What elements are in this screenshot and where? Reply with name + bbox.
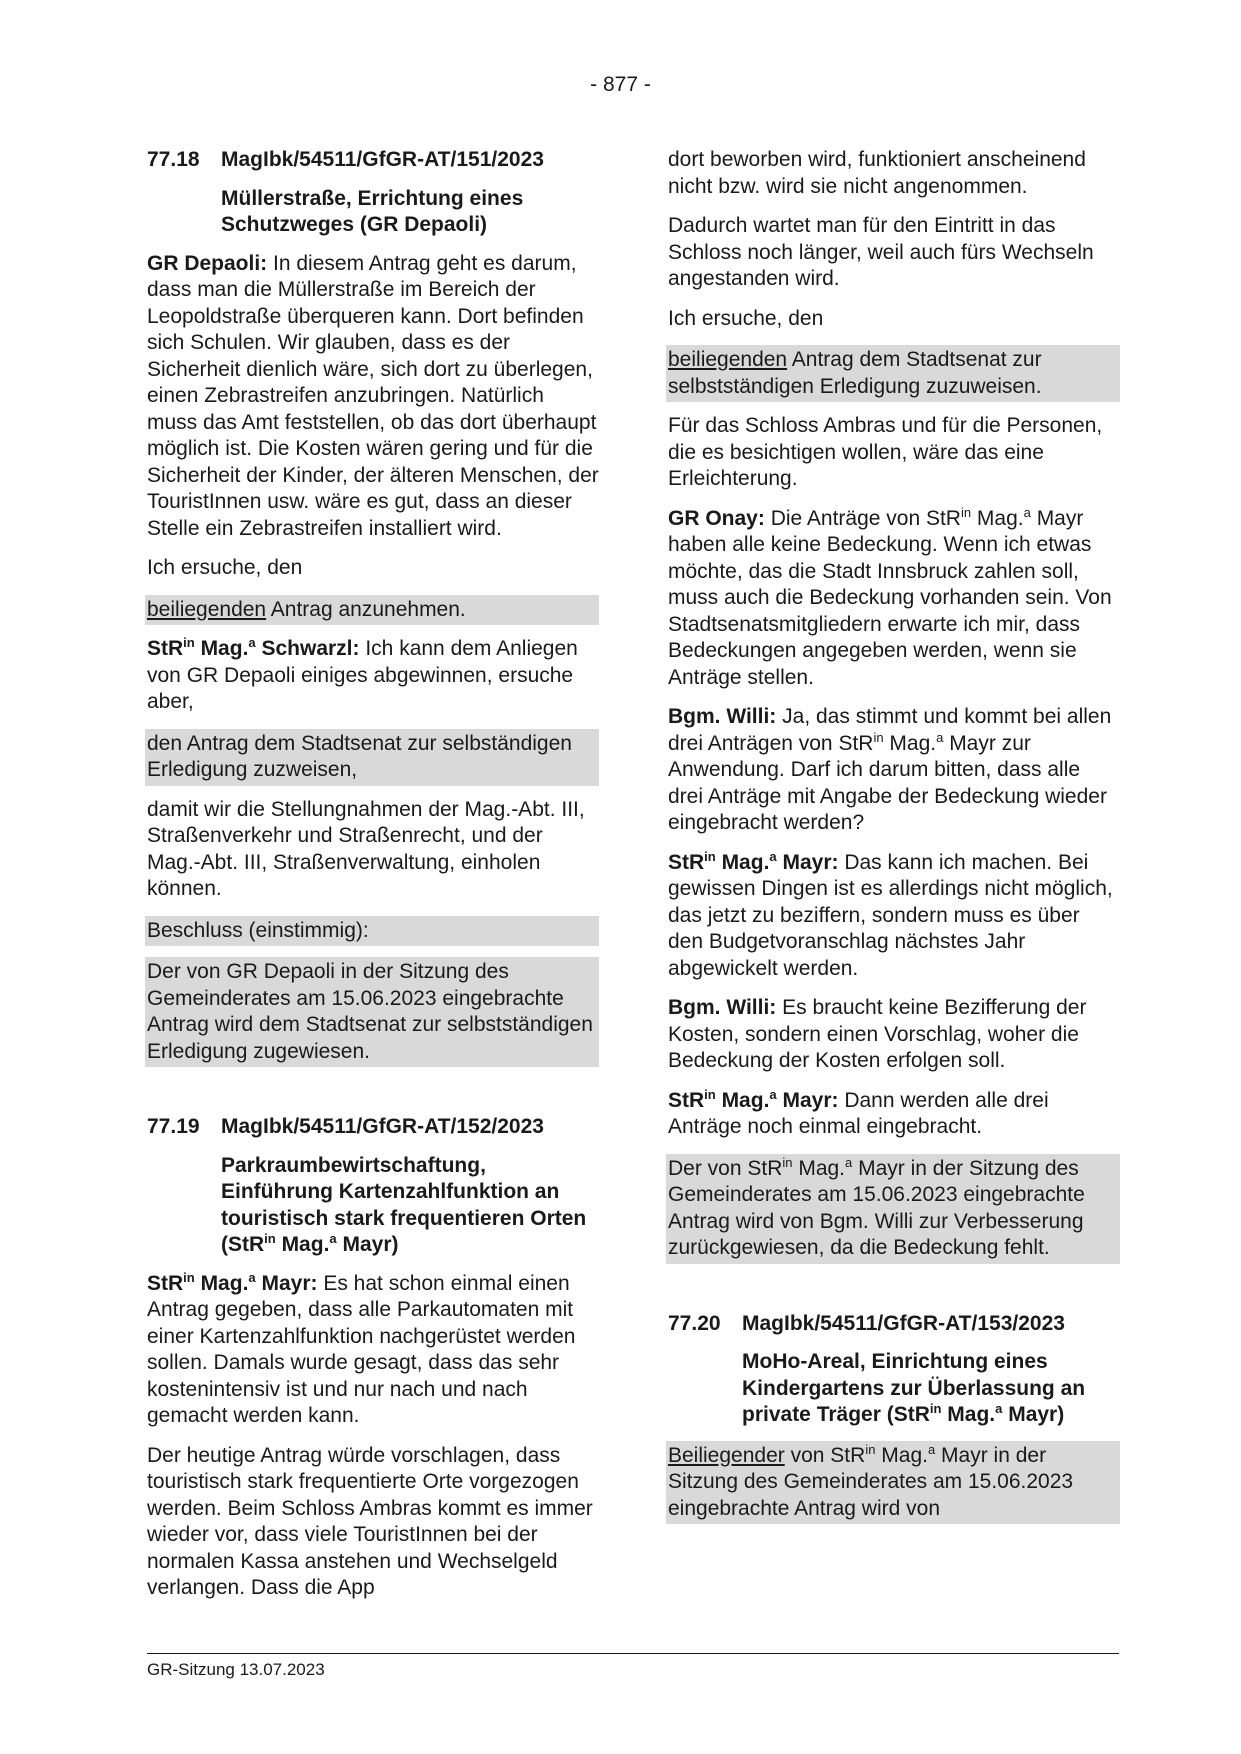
- speaker-name: [147, 1269, 318, 1295]
- superscript: in: [782, 1154, 793, 1170]
- speech-text: In diesem Antrag geht es darum, dass man die Müllerstraße im Bereich der Leopoldstraße überqueren kann. Dort befinden sich Schulen. Wir glauben, dass es der Sicherheit dienlich wäre, sich dort zu überlegen, einen Zebrastreifen anzubringen. Natürlich muss das Amt feststellen, ob das dort überhaupt möglich ist. Die Kosten wären gering und für die Sicherheit der Kinder, der älteren Menschen, der TouristInnen usw. wäre es gut, dass an dieser Stelle ein Zebrastreifen installiert wird.: [147, 251, 599, 540]
- subject-text: Parkraumbewirtschaftung, Einführung Kartenzahlfunktion an touristisch stark frequentieren Orten (StR: [221, 1153, 587, 1256]
- superscript: a: [769, 848, 777, 864]
- superscript: in: [929, 1401, 942, 1416]
- resolution-text: Mayr in der Sitzung des Gemeinderates am 15.06.2023 eingebrachte Antrag wird von Bgm. Willi zur Verbesserung zurückgewiesen, da die Bedeckung fehlt.: [668, 1156, 1085, 1259]
- speaker-title: Mag.: [194, 1271, 249, 1295]
- resolution-text: Mag.: [792, 1156, 846, 1180]
- left-column: [147, 147, 599, 1615]
- superscript: a: [329, 1231, 337, 1246]
- speaker-name: GR Depaoli:: [147, 251, 268, 275]
- section-gap: [147, 1078, 599, 1114]
- superscript: in: [264, 1231, 276, 1246]
- speaker-surname: Mayr:: [776, 1088, 839, 1112]
- speaker-surname: Mayr:: [255, 1271, 318, 1295]
- motion-text: Antrag dem Stadtsenat zur selbstständigen Erledigung zuzuweisen.: [668, 348, 1042, 398]
- speaker-name: GR Onay:: [668, 506, 765, 530]
- speaker-title: Mag.: [715, 1088, 770, 1112]
- resolution-box: Der von GR Depaoli in der Sitzung des Gemeinderates am 15.06.2023 eingebrachte Antrag wird dem Stadtsenat zur selbstständigen Erledigung zugewiesen.: [145, 957, 599, 1067]
- text-paragraph: Ich ersuche, den: [668, 306, 824, 330]
- agenda-item-subject: [221, 1153, 599, 1259]
- superscript: a: [769, 1086, 777, 1102]
- superscript: in: [704, 848, 716, 864]
- agenda-item-subject: Müllerstraße, Errichtung eines Schutzweges (GR Depaoli): [221, 186, 524, 236]
- speech-paragraph: [668, 506, 1120, 692]
- speech-text: Mayr haben alle keine Bedeckung. Wenn ich etwas möchte, das die Stadt Innsbruck zahlen soll, muss auch die Bedeckung vorhanden sein. Von Stadtsenatsmitgliedern erwarte ich mir, dass Bedeckungen angegeben werden, wenn sie Anträge stellen.: [668, 506, 1112, 689]
- speaker-title: StR: [668, 1088, 705, 1112]
- underlined-word: Beiliegender: [668, 1443, 785, 1467]
- speech-paragraph: [668, 1088, 1120, 1141]
- resolution-heading: Beschluss (einstimmig):: [145, 916, 599, 947]
- motion-box: [145, 595, 599, 626]
- resolution-text: von StR: [784, 1443, 866, 1467]
- resolution-text: Der von StR: [668, 1156, 783, 1180]
- speaker-title: Mag.: [194, 637, 249, 660]
- speech-paragraph: [668, 995, 1120, 1075]
- text-paragraph: dort beworben wird, funktioniert anscheinend nicht bzw. wird sie nicht angenommen.: [668, 148, 1086, 198]
- superscript: in: [873, 729, 884, 745]
- agenda-item-reference: MagIbk/54511/GfGR-AT/153/2023: [742, 1311, 1065, 1335]
- speaker-title: StR: [147, 1271, 184, 1295]
- superscript: in: [704, 1086, 716, 1102]
- speaker-title: Mag.: [715, 850, 770, 874]
- agenda-item-number: 77.18: [147, 148, 200, 171]
- speech-text: Die Anträge von StR: [764, 506, 961, 530]
- footer-text: GR-Sitzung 13.07.2023: [147, 1660, 325, 1679]
- superscript: in: [960, 504, 972, 520]
- superscript: a: [845, 1154, 853, 1170]
- superscript: in: [865, 1441, 876, 1457]
- superscript: a: [248, 1269, 256, 1285]
- resolution-text: Mayr in der Sitzung des Gemeinderates am 15.06.2023 eingebrachte Antrag wird von: [668, 1443, 1074, 1520]
- speaker-name: [147, 637, 360, 660]
- superscript: a: [1023, 504, 1031, 520]
- speaker-name: [668, 848, 839, 874]
- speech-text: Mayr zur Anwendung. Darf ich darum bitten, dass alle drei Anträge mit Angabe der Bedeckung wieder eingebracht werden?: [668, 731, 1107, 834]
- speech-text: Ich kann dem Anliegen von GR Depaoli einiges abgewinnen, ersuche aber,: [147, 637, 578, 713]
- agenda-item-77-20-heading: [668, 1311, 1120, 1338]
- speaker-surname: Mayr:: [776, 850, 839, 874]
- speaker-name: [668, 1086, 839, 1112]
- agenda-item-number: 77.19: [147, 1115, 200, 1138]
- speech-paragraph: [147, 251, 599, 543]
- resolution-box: [666, 1441, 1120, 1525]
- speech-paragraph: [668, 704, 1120, 837]
- text-paragraph: Ich ersuche, den: [147, 556, 303, 579]
- agenda-item-number: 77.20: [668, 1311, 721, 1335]
- footer-divider: [147, 1653, 1119, 1654]
- superscript: in: [183, 1269, 195, 1285]
- underlined-word: beiliegenden: [147, 597, 267, 621]
- superscript: a: [995, 1401, 1003, 1416]
- speech-paragraph: [147, 636, 599, 716]
- speech-text: Mag.: [971, 506, 1024, 530]
- speech-text: Ja, das stimmt und kommt bei allen drei Anträgen von StR: [668, 705, 1112, 755]
- speech-text: Es braucht keine Bezifferung der Kosten, sondern einen Vorschlag, woher die Bedeckung der Kosten erfolgen soll.: [668, 996, 1087, 1072]
- text-paragraph: damit wir die Stellungnahmen der Mag.-Abt. III, Straßenverkehr und Straßenrecht, und der Mag.-Abt. III, Straßenverwaltung, einholen können.: [147, 797, 585, 900]
- speaker-title: StR: [668, 850, 705, 874]
- speaker-name: Bgm. Willi:: [668, 705, 777, 728]
- speech-text: Es hat schon einmal einen Antrag gegeben, dass alle Parkautomaten mit einer Kartenzahlfunktion nachgerüstet werden sollen. Damals wurde gesagt, dass das sehr kostenintensiv ist und nur nach und nach gemacht werden kann.: [147, 1271, 576, 1427]
- speech-text: Dann werden alle drei Anträge noch einmal eingebracht.: [668, 1088, 1049, 1138]
- resolution-text: Mag.: [875, 1443, 928, 1467]
- speaker-title: StR: [147, 637, 184, 660]
- speech-paragraph: [668, 850, 1120, 983]
- speech-text: Mag.: [883, 731, 937, 755]
- text-paragraph: Für das Schloss Ambras und für die Personen, die es besichtigen wollen, wäre das eine Erleichterung.: [668, 414, 1103, 490]
- speaker-name: Bgm. Willi:: [668, 996, 777, 1019]
- superscript: in: [183, 635, 195, 650]
- motion-text: Antrag anzunehmen.: [266, 597, 466, 621]
- agenda-item-reference: MagIbk/54511/GfGR-AT/152/2023: [221, 1115, 544, 1138]
- superscript: a: [936, 729, 944, 745]
- subject-text: Mag.: [941, 1403, 996, 1426]
- subject-text: Mayr): [336, 1233, 399, 1256]
- section-gap: [668, 1275, 1120, 1311]
- subject-text: Mayr): [1002, 1403, 1065, 1426]
- superscript: a: [248, 635, 256, 650]
- page-number: - 877 -: [590, 73, 651, 96]
- agenda-item-subject: [742, 1349, 1120, 1429]
- resolution-box: [666, 1154, 1120, 1264]
- agenda-item-77-18-heading: [147, 147, 599, 174]
- speaker-surname: Schwarzl:: [255, 637, 360, 660]
- subject-text: Mag.: [275, 1233, 330, 1256]
- agenda-item-reference: MagIbk/54511/GfGR-AT/151/2023: [221, 148, 544, 171]
- right-column: [668, 147, 1120, 1535]
- text-paragraph: Der heutige Antrag würde vorschlagen, dass touristisch stark frequentierte Orte vorgezogen werden. Beim Schloss Ambras kommt es immer wieder vor, dass viele TouristInnen bei der normalen Kassa anstehen und Wechselgeld verlangen. Dass die App: [147, 1443, 593, 1599]
- underlined-word: beiliegenden: [668, 348, 788, 371]
- superscript: a: [927, 1441, 936, 1457]
- subject-text: MoHo-Areal, Einrichtung eines Kindergartens zur Überlassung an private Träger (StR: [742, 1350, 1086, 1426]
- motion-box: [666, 345, 1120, 402]
- speech-paragraph: [147, 1271, 599, 1430]
- speech-text: Das kann ich machen. Bei gewissen Dingen ist es allerdings nicht möglich, das jetzt zu beziffern, sondern muss es über den Budgetvoranschlag nächstes Jahr abgewickelt werden.: [668, 850, 1113, 980]
- agenda-item-77-19-heading: [147, 1114, 599, 1141]
- motion-box: den Antrag dem Stadtsenat zur selbständigen Erledigung zuzweisen,: [145, 729, 599, 786]
- text-paragraph: Dadurch wartet man für den Eintritt in das Schloss noch länger, weil auch fürs Wechseln angestanden wird.: [668, 214, 1094, 290]
